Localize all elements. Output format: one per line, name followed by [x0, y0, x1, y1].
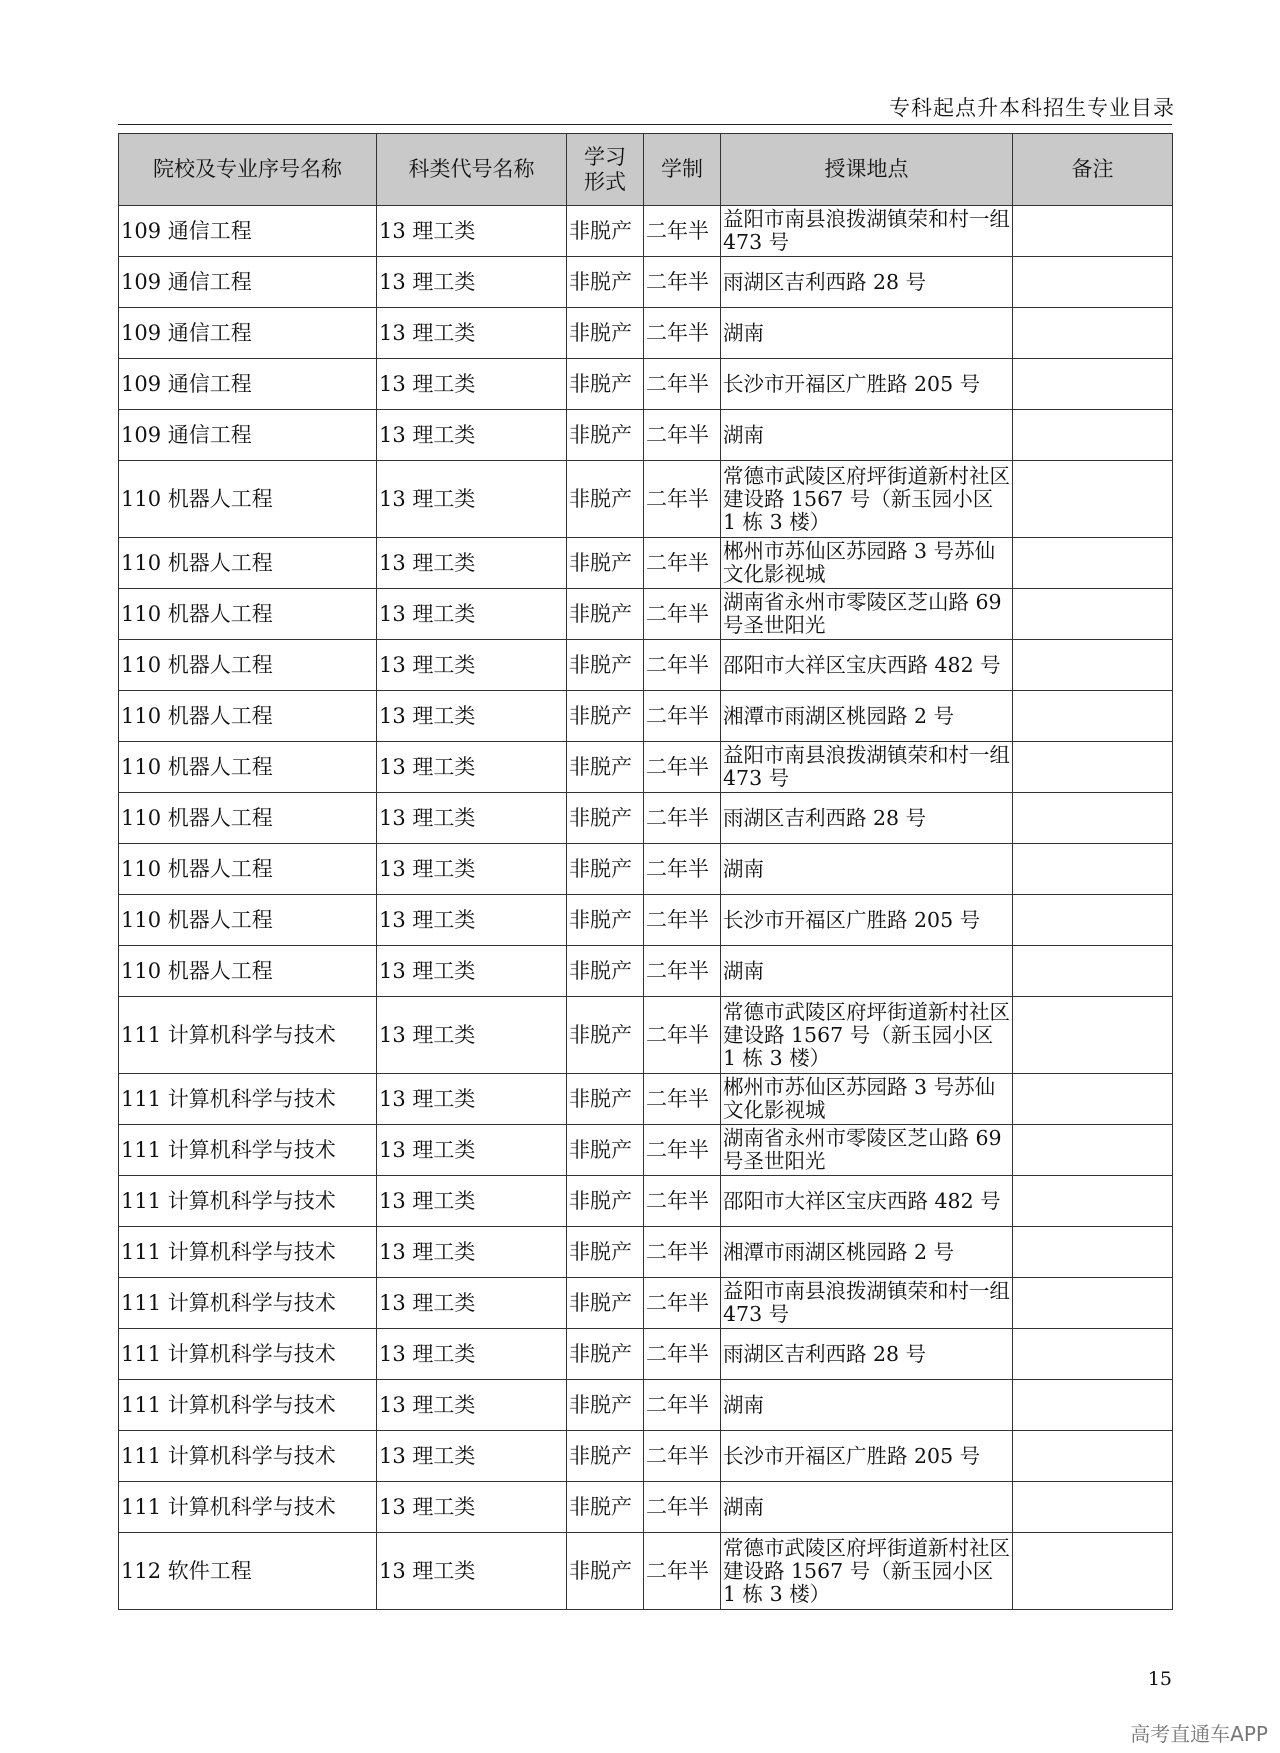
cell-remark	[1013, 538, 1173, 589]
cell-mode: 非脱产	[567, 1329, 644, 1380]
cell-remark	[1013, 206, 1173, 257]
cell-major: 109 通信工程	[119, 308, 377, 359]
cell-duration: 二年半	[644, 206, 721, 257]
cell-category: 13 理工类	[377, 461, 567, 538]
cell-remark	[1013, 359, 1173, 410]
cell-remark	[1013, 589, 1173, 640]
cell-location: 湖南	[721, 946, 1013, 997]
cell-mode: 非脱产	[567, 997, 644, 1074]
cell-category: 13 理工类	[377, 257, 567, 308]
cell-category: 13 理工类	[377, 844, 567, 895]
table-row	[119, 844, 1173, 895]
cell-location: 益阳市南县浪拨湖镇荣和村一组 473 号	[721, 1278, 1013, 1329]
table-row	[119, 691, 1173, 742]
cell-duration: 二年半	[644, 1380, 721, 1431]
cell-major: 110 机器人工程	[119, 793, 377, 844]
cell-mode: 非脱产	[567, 1431, 644, 1482]
cell-remark	[1013, 1380, 1173, 1431]
cell-location: 常德市武陵区府坪街道新村社区建设路 1567 号（新玉园小区 1 栋 3 楼）	[721, 997, 1013, 1074]
cell-duration: 二年半	[644, 793, 721, 844]
cell-category: 13 理工类	[377, 1431, 567, 1482]
cell-category: 13 理工类	[377, 206, 567, 257]
cell-major: 111 计算机科学与技术	[119, 997, 377, 1074]
cell-remark	[1013, 844, 1173, 895]
cell-major: 111 计算机科学与技术	[119, 1074, 377, 1125]
cell-category: 13 理工类	[377, 1125, 567, 1176]
cell-location: 郴州市苏仙区苏园路 3 号苏仙文化影视城	[721, 538, 1013, 589]
cell-remark	[1013, 410, 1173, 461]
cell-major: 110 机器人工程	[119, 946, 377, 997]
cell-location: 湖南	[721, 1380, 1013, 1431]
table-row	[119, 1533, 1173, 1610]
cell-mode: 非脱产	[567, 844, 644, 895]
cell-remark	[1013, 742, 1173, 793]
cell-mode: 非脱产	[567, 1482, 644, 1533]
cell-location: 湘潭市雨湖区桃园路 2 号	[721, 691, 1013, 742]
cell-mode: 非脱产	[567, 308, 644, 359]
cell-mode: 非脱产	[567, 1533, 644, 1610]
cell-location: 雨湖区吉利西路 28 号	[721, 257, 1013, 308]
cell-duration: 二年半	[644, 1533, 721, 1610]
cell-category: 13 理工类	[377, 1482, 567, 1533]
table-row	[119, 640, 1173, 691]
table-row	[119, 1482, 1173, 1533]
cell-location: 长沙市开福区广胜路 205 号	[721, 359, 1013, 410]
page-header-title: 专科起点升本科招生专业目录	[889, 96, 1175, 120]
cell-duration: 二年半	[644, 257, 721, 308]
cell-location: 益阳市南县浪拨湖镇荣和村一组 473 号	[721, 206, 1013, 257]
cell-category: 13 理工类	[377, 946, 567, 997]
cell-mode: 非脱产	[567, 359, 644, 410]
cell-remark	[1013, 1278, 1173, 1329]
table-header-row	[119, 134, 1173, 206]
cell-major: 110 机器人工程	[119, 538, 377, 589]
cell-duration: 二年半	[644, 308, 721, 359]
col-header-category: 科类代号名称	[377, 134, 567, 206]
cell-remark	[1013, 793, 1173, 844]
table-row	[119, 1074, 1173, 1125]
cell-duration: 二年半	[644, 1074, 721, 1125]
cell-remark	[1013, 1176, 1173, 1227]
cell-duration: 二年半	[644, 538, 721, 589]
table-row	[119, 1227, 1173, 1278]
col-header-mode: 学习形式	[567, 134, 644, 206]
page-number: 15	[1147, 1668, 1172, 1690]
cell-location: 常德市武陵区府坪街道新村社区建设路 1567 号（新玉园小区 1 栋 3 楼）	[721, 461, 1013, 538]
cell-location: 湖南	[721, 844, 1013, 895]
cell-duration: 二年半	[644, 359, 721, 410]
cell-major: 110 机器人工程	[119, 895, 377, 946]
table-row	[119, 895, 1173, 946]
table-row	[119, 538, 1173, 589]
table-row	[119, 1380, 1173, 1431]
cell-mode: 非脱产	[567, 946, 644, 997]
cell-mode: 非脱产	[567, 1380, 644, 1431]
cell-category: 13 理工类	[377, 410, 567, 461]
cell-major: 111 计算机科学与技术	[119, 1380, 377, 1431]
cell-remark	[1013, 257, 1173, 308]
cell-major: 110 机器人工程	[119, 461, 377, 538]
cell-duration: 二年半	[644, 1482, 721, 1533]
cell-duration: 二年半	[644, 1329, 721, 1380]
cell-category: 13 理工类	[377, 793, 567, 844]
cell-major: 111 计算机科学与技术	[119, 1176, 377, 1227]
cell-major: 110 机器人工程	[119, 691, 377, 742]
cell-major: 109 通信工程	[119, 410, 377, 461]
table-row	[119, 308, 1173, 359]
table-row	[119, 206, 1173, 257]
cell-duration: 二年半	[644, 1278, 721, 1329]
cell-mode: 非脱产	[567, 1227, 644, 1278]
cell-major: 111 计算机科学与技术	[119, 1329, 377, 1380]
cell-category: 13 理工类	[377, 691, 567, 742]
cell-location: 湖南	[721, 410, 1013, 461]
cell-category: 13 理工类	[377, 997, 567, 1074]
cell-location: 常德市武陵区府坪街道新村社区建设路 1567 号（新玉园小区 1 栋 3 楼）	[721, 1533, 1013, 1610]
cell-remark	[1013, 1227, 1173, 1278]
cell-duration: 二年半	[644, 1227, 721, 1278]
cell-duration: 二年半	[644, 691, 721, 742]
cell-duration: 二年半	[644, 946, 721, 997]
cell-major: 111 计算机科学与技术	[119, 1227, 377, 1278]
cell-major: 111 计算机科学与技术	[119, 1278, 377, 1329]
cell-duration: 二年半	[644, 742, 721, 793]
major-catalog-table	[118, 133, 1173, 1610]
col-header-location: 授课地点	[721, 134, 1013, 206]
table-row	[119, 793, 1173, 844]
cell-remark	[1013, 1431, 1173, 1482]
cell-major: 111 计算机科学与技术	[119, 1125, 377, 1176]
table-row	[119, 1431, 1173, 1482]
table-row	[119, 589, 1173, 640]
cell-category: 13 理工类	[377, 359, 567, 410]
cell-major: 111 计算机科学与技术	[119, 1431, 377, 1482]
cell-category: 13 理工类	[377, 538, 567, 589]
cell-category: 13 理工类	[377, 1380, 567, 1431]
cell-remark	[1013, 895, 1173, 946]
cell-location: 湖南省永州市零陵区芝山路 69 号圣世阳光	[721, 589, 1013, 640]
cell-mode: 非脱产	[567, 206, 644, 257]
cell-location: 长沙市开福区广胜路 205 号	[721, 1431, 1013, 1482]
cell-remark	[1013, 1329, 1173, 1380]
cell-major: 112 软件工程	[119, 1533, 377, 1610]
cell-location: 益阳市南县浪拨湖镇荣和村一组 473 号	[721, 742, 1013, 793]
table-row	[119, 410, 1173, 461]
cell-location: 长沙市开福区广胜路 205 号	[721, 895, 1013, 946]
cell-remark	[1013, 308, 1173, 359]
cell-duration: 二年半	[644, 1431, 721, 1482]
cell-major: 109 通信工程	[119, 206, 377, 257]
cell-mode: 非脱产	[567, 1176, 644, 1227]
cell-category: 13 理工类	[377, 1227, 567, 1278]
table-row	[119, 946, 1173, 997]
cell-major: 110 机器人工程	[119, 844, 377, 895]
cell-mode: 非脱产	[567, 538, 644, 589]
cell-mode: 非脱产	[567, 589, 644, 640]
cell-duration: 二年半	[644, 1125, 721, 1176]
cell-remark	[1013, 997, 1173, 1074]
cell-mode: 非脱产	[567, 640, 644, 691]
cell-category: 13 理工类	[377, 742, 567, 793]
cell-category: 13 理工类	[377, 1074, 567, 1125]
cell-major: 110 机器人工程	[119, 640, 377, 691]
table-row	[119, 742, 1173, 793]
cell-major: 109 通信工程	[119, 257, 377, 308]
cell-category: 13 理工类	[377, 1176, 567, 1227]
table-row	[119, 257, 1173, 308]
cell-duration: 二年半	[644, 844, 721, 895]
cell-category: 13 理工类	[377, 1329, 567, 1380]
cell-major: 109 通信工程	[119, 359, 377, 410]
cell-remark	[1013, 1125, 1173, 1176]
cell-location: 雨湖区吉利西路 28 号	[721, 793, 1013, 844]
cell-mode: 非脱产	[567, 793, 644, 844]
cell-location: 湖南	[721, 1482, 1013, 1533]
cell-category: 13 理工类	[377, 1533, 567, 1610]
cell-major: 110 机器人工程	[119, 589, 377, 640]
cell-mode: 非脱产	[567, 410, 644, 461]
col-header-remark: 备注	[1013, 134, 1173, 206]
cell-location: 湖南省永州市零陵区芝山路 69 号圣世阳光	[721, 1125, 1013, 1176]
cell-location: 邵阳市大祥区宝庆西路 482 号	[721, 1176, 1013, 1227]
cell-remark	[1013, 946, 1173, 997]
watermark: 高考直通车APP	[1130, 1722, 1268, 1746]
cell-duration: 二年半	[644, 997, 721, 1074]
cell-category: 13 理工类	[377, 308, 567, 359]
cell-location: 雨湖区吉利西路 28 号	[721, 1329, 1013, 1380]
cell-major: 110 机器人工程	[119, 742, 377, 793]
cell-location: 邵阳市大祥区宝庆西路 482 号	[721, 640, 1013, 691]
cell-mode: 非脱产	[567, 691, 644, 742]
cell-mode: 非脱产	[567, 461, 644, 538]
table-row	[119, 1329, 1173, 1380]
cell-location: 湖南	[721, 308, 1013, 359]
cell-mode: 非脱产	[567, 742, 644, 793]
table-row	[119, 461, 1173, 538]
col-header-major: 院校及专业序号名称	[119, 134, 377, 206]
cell-remark	[1013, 691, 1173, 742]
cell-duration: 二年半	[644, 410, 721, 461]
cell-duration: 二年半	[644, 1176, 721, 1227]
table-row	[119, 1176, 1173, 1227]
cell-category: 13 理工类	[377, 589, 567, 640]
cell-mode: 非脱产	[567, 1074, 644, 1125]
cell-remark	[1013, 1482, 1173, 1533]
cell-duration: 二年半	[644, 895, 721, 946]
table-row	[119, 997, 1173, 1074]
cell-location: 湘潭市雨湖区桃园路 2 号	[721, 1227, 1013, 1278]
col-header-duration: 学制	[644, 134, 721, 206]
cell-category: 13 理工类	[377, 640, 567, 691]
cell-duration: 二年半	[644, 461, 721, 538]
cell-remark	[1013, 1074, 1173, 1125]
cell-mode: 非脱产	[567, 1278, 644, 1329]
cell-remark	[1013, 461, 1173, 538]
cell-mode: 非脱产	[567, 1125, 644, 1176]
cell-major: 111 计算机科学与技术	[119, 1482, 377, 1533]
table-row	[119, 1278, 1173, 1329]
table-row	[119, 359, 1173, 410]
cell-remark	[1013, 640, 1173, 691]
cell-location: 郴州市苏仙区苏园路 3 号苏仙文化影视城	[721, 1074, 1013, 1125]
cell-category: 13 理工类	[377, 1278, 567, 1329]
cell-mode: 非脱产	[567, 895, 644, 946]
cell-duration: 二年半	[644, 640, 721, 691]
cell-mode: 非脱产	[567, 257, 644, 308]
cell-duration: 二年半	[644, 589, 721, 640]
header-rule	[118, 124, 1172, 125]
table-row	[119, 1125, 1173, 1176]
cell-remark	[1013, 1533, 1173, 1610]
cell-category: 13 理工类	[377, 895, 567, 946]
